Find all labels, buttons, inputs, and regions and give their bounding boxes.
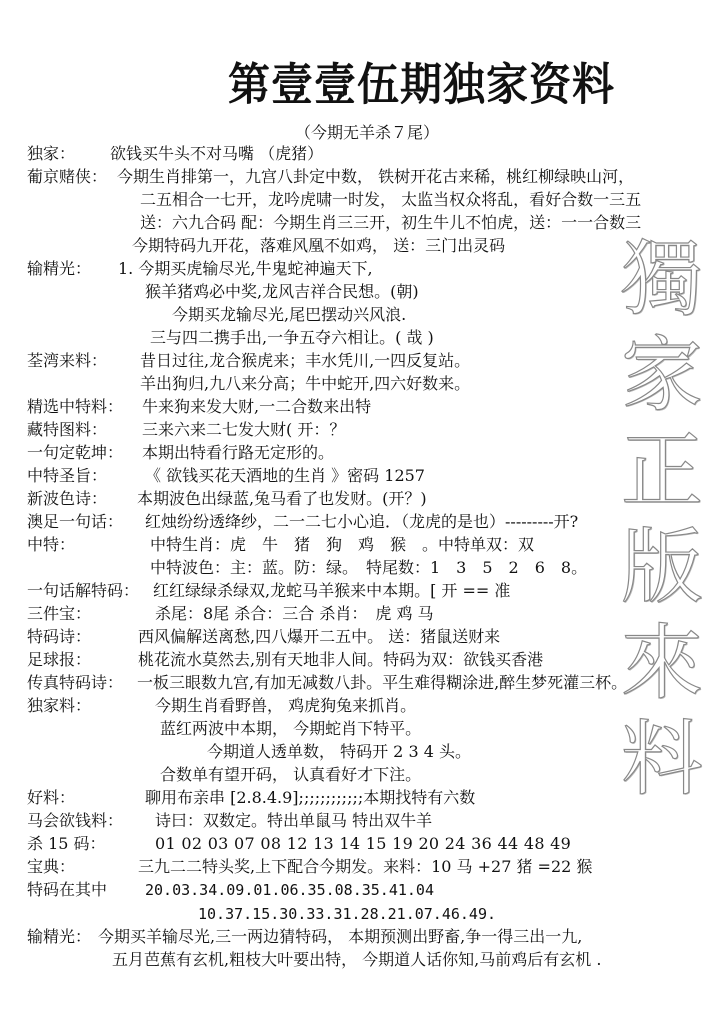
label-quanwan: 荃湾来料： (27, 351, 108, 370)
label-shujingguang: 输精光： (27, 927, 92, 946)
text-line: 10.37.15.30.33.31.28.21.07.46.49. (198, 905, 497, 923)
label-temashi: 特码诗： (27, 627, 92, 646)
label-xinbo: 新波色诗： (27, 489, 108, 508)
watermark-char: 獨 (620, 232, 703, 327)
label-pujing: 葡京赌侠： (27, 167, 108, 186)
watermark-char: 來 (620, 616, 703, 711)
text-line: 羊出狗归,九八来分高；牛中蛇开,四六好数来。 (140, 374, 471, 393)
watermark-char: 家 (620, 328, 703, 423)
text-line: 杀尾：8尾 杀合：三合 杀肖： 虎 鸡 马 (155, 604, 434, 623)
text-line: 聊用布亲串 [2.8.4.9];;;;;;;;;;;;本期找特有六数 (145, 788, 476, 807)
text-line: 今期特码九开花，落难风凰不如鸡， 送：三门出灵码 (132, 236, 506, 255)
label-zhongte: 中特： (27, 535, 76, 554)
text-line: 西风偏解送离愁,四八爆开二五中。 送：猪鼠送财来 (138, 627, 501, 646)
label-sanjianbao: 三件宝： (27, 604, 92, 623)
label-dujia: 独家： (27, 144, 76, 163)
text-line: 今期买龙输尽光,尾巴摆动兴风浪. (172, 305, 407, 324)
label-yiju: 一句定乾坤： (27, 443, 124, 462)
text-line: 桃花流水莫然去,别有天地非人间。特码为双：欲钱买香港 (138, 650, 544, 669)
text-line: 中特波色：主：蓝。防：绿。 特尾数：1 3 5 2 6 8。 (150, 558, 588, 577)
text-line: 中特生肖：虎 牛 猪 狗 鸡 猴 。中特单双：双 (150, 535, 535, 554)
label-shujingguang: 输精光： (27, 259, 92, 278)
text-line: 蓝红两波中本期， 今期蛇肖下特平。 (160, 719, 422, 738)
watermark-char: 料 (620, 712, 703, 807)
watermark (612, 232, 712, 808)
label-aozu: 澳足一句话： (27, 512, 124, 531)
text-line: 猴羊猪鸡必中奖,龙风吉祥合民想。(朝) (145, 282, 419, 301)
label-yijuhua: 一句话解特码： (27, 581, 140, 600)
label-mahui: 马会欲钱料： (27, 811, 124, 830)
label-cangte: 藏特图料： (27, 420, 108, 439)
text-line: 20.03.34.09.01.06.35.08.35.41.04 (145, 881, 434, 899)
text-line: 今期买羊输尽光,三一两边猜特码， 本期预测出野畜,争一得三出一九, (98, 927, 583, 946)
text-line: 送：六九合码 配：今期生肖三三开，初生牛儿不怕虎，送：一一合数三 (140, 213, 642, 232)
text-line: 01 02 03 07 08 12 13 14 15 19 20 24 36 44 48 49 (155, 834, 572, 853)
text-line: 诗曰：双数定。特出单鼠马 特出双牛羊 (155, 811, 433, 830)
label-haoliao: 好料： (27, 788, 76, 807)
label-dujialiao: 独家料： (27, 696, 92, 715)
label-sha15: 杀 15 码： (27, 834, 106, 853)
label-jingxuan: 精选中特料： (27, 397, 124, 416)
label-zhongte-shengzhi: 中特圣旨： (27, 466, 108, 485)
text-line: 今期生肖排第一，九宫八卦定中数， 铁树开花古来稀，桃红柳绿映山河， (117, 167, 635, 186)
text-line: 合数单有望开码， 认真看好才下注。 (160, 765, 422, 784)
text-line: 一板三眼数九宫,有加无减数八卦。平生难得糊涂进,醉生梦死灌三杯。 (137, 673, 628, 692)
text-line: 红烛纷纷透绛纱，二一二七小心追．（龙虎的是也）---------开? (145, 512, 579, 531)
text-line: 《 欲钱买花天酒地的生肖 》密码 1257 (145, 466, 425, 485)
text-line: 三九二二特头奖,上下配合今期发。来料：10 马 +27 猪 =22 猴 (138, 857, 593, 876)
watermark-char: 正 (620, 424, 703, 519)
label-chuanzhen: 传真特码诗： (27, 673, 124, 692)
label-baodian: 宝典： (27, 857, 76, 876)
text-line: 1. 今期买虎输尽光,牛鬼蛇神遍天下, (118, 259, 373, 278)
text-line: 牛来狗来发大财,一二合数来出特 (142, 397, 372, 416)
text-line: 今期生肖看野兽， 鸡虎狗兔来抓肖。 (155, 696, 417, 715)
text-line: 本期出特看行路无定形的。 (142, 443, 335, 462)
watermark-char: 版 (620, 520, 703, 615)
subtitle: （今期无羊杀７尾） (295, 123, 440, 142)
text-line: 昔日过往,龙合猴虎来；丰水凭川,一四反复站。 (140, 351, 471, 370)
text-line: 五月芭蕉有玄机,粗枝大叶要出特， 今期道人话你知,马前鸡后有玄机 . (112, 950, 602, 969)
label-zuqiubao: 足球报： (27, 650, 92, 669)
page-title: 第壹壹伍期独家资料 (228, 58, 616, 111)
text-line: 本期波色出绿蓝,兔马看了也发财。(开？) (137, 489, 427, 508)
label-temazai: 特码在其中 (27, 880, 108, 899)
text-line: 三来六来二七发大财( 开：？ (142, 420, 346, 439)
text-line: 三与四二携手出,一争五夺六相让。( 哉 ) (150, 328, 434, 347)
text-line: 欲钱买牛头不对马嘴 （虎猪） (110, 144, 324, 163)
text-line: 红红绿绿杀绿双,龙蛇马羊猴来中本期。[ 开 == 准 (153, 581, 511, 600)
text-line: 今期道人透单数， 特码开 2 3 4 头。 (207, 742, 471, 761)
text-line: 二五相合一七开，龙吟虎啸一时发， 太监当权众将乱，看好合数一三五 (140, 190, 642, 209)
